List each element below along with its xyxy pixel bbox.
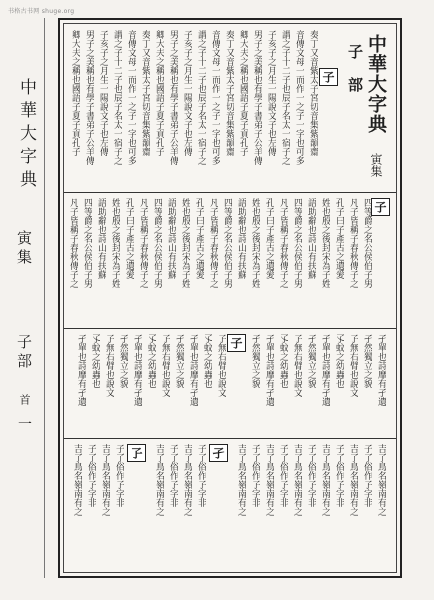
gutter-divider	[44, 18, 45, 578]
text-column: 吉了鳥名嶺南有之	[376, 444, 386, 516]
text-column: 吉了鳥名嶺南有之	[100, 444, 110, 516]
text-column: 音傳文母一而作一之子一字也可多	[210, 30, 220, 165]
text-column: 音傳文母一而作一之子一字也可多	[126, 30, 136, 165]
text-column: 孓蚊之幼蟲也	[334, 334, 344, 388]
text-column: 四等爵之名公侯伯子男	[152, 198, 162, 288]
page-number: 一	[18, 417, 32, 433]
text-column: 孓蚊之幼蟲也	[202, 334, 212, 388]
text-column: 凡子皆稱子春秋傳子之	[348, 198, 358, 288]
text-column: 孔子曰子產古之遺愛	[334, 198, 344, 279]
text-column: 凡子皆稱子春秋傳子之	[278, 198, 288, 288]
band-3	[64, 328, 396, 439]
text-column: 孑然獨立之貌	[306, 334, 316, 388]
text-column: 孑然獨立之貌	[174, 334, 184, 388]
radical-char: 子	[346, 44, 364, 59]
text-column: 孓蚊之幼蟲也	[146, 334, 156, 388]
text-column: 孑單也詩靡有孑遺	[188, 334, 198, 406]
text-column: 子亥子之月生一陽說文子也左傳	[98, 30, 108, 156]
text-column: 四等爵之名公侯伯子男	[222, 198, 232, 288]
text-column: 子了俗作孒字非	[306, 444, 316, 507]
entry-head-5: 孒	[127, 444, 146, 462]
text-column: 凡子皆稱子春秋傳子之	[68, 198, 78, 288]
text-column: 凡子皆稱子春秋傳子之	[208, 198, 218, 288]
margin-section-label: 子部	[15, 334, 33, 372]
text-column: 孓蚊之幼蟲也	[90, 334, 100, 388]
text-column: 孔子曰子產古之遺愛	[264, 198, 274, 279]
page-inner-frame	[63, 23, 397, 573]
text-column: 孑單也詩靡有孑遺	[264, 334, 274, 406]
text-column: 孑單也詩靡有孑遺	[320, 334, 330, 406]
entry-head-3: 子	[227, 334, 246, 352]
radical-label: 部	[346, 77, 364, 92]
text-column: 吉了鳥名嶺南有之	[154, 444, 164, 516]
band-1	[64, 24, 396, 193]
text-column: 音傳文母一而作一之子一字也可多	[294, 30, 304, 165]
text-column: 姓也殷之後封宋為子姓	[180, 198, 190, 288]
text-column: 四等爵之名公侯伯子男	[292, 198, 302, 288]
text-column: 孔子曰子產古之遺愛	[124, 198, 134, 279]
band-2	[64, 192, 396, 329]
text-column: 孒無右臂也說文	[216, 334, 226, 397]
text-column: 語助辭也詩山有扶蘇	[96, 198, 106, 279]
text-column: 男子之美稱也有學子書弟子公羊傳	[168, 30, 178, 165]
text-column: 子了俗作孒字非	[250, 444, 260, 507]
text-column: 孒無右臂也說文	[292, 334, 302, 397]
text-column: 卿大夫之稱也國語子夏子貢孔子	[70, 30, 80, 156]
text-column: 語助辭也詩山有扶蘇	[236, 198, 246, 279]
text-column: 吉了鳥名嶺南有之	[182, 444, 192, 516]
text-column: 吉了鳥名嶺南有之	[292, 444, 302, 516]
entry-head-1: 子	[319, 68, 338, 86]
text-column: 四等爵之名公侯伯子男	[82, 198, 92, 288]
watermark-text: 书格古书网 shuge.org	[8, 8, 75, 15]
text-column: 吉了鳥名嶺南有之	[348, 444, 358, 516]
text-column: 姓也殷之後封宋為子姓	[320, 198, 330, 288]
band-4	[64, 438, 396, 572]
text-column: 孓蚊之幼蟲也	[278, 334, 288, 388]
text-column: 吉了鳥名嶺南有之	[236, 444, 246, 516]
text-column: 孑然獨立之貌	[118, 334, 128, 388]
text-column: 謂之子十二子也辰子名太一宿子之	[280, 30, 290, 165]
text-column: 孑單也詩靡有孑遺	[76, 334, 86, 406]
text-column: 男子之美稱也有學子書弟子公羊傳	[84, 30, 94, 165]
text-column: 子了俗作孒字非	[362, 444, 372, 507]
text-column: 謂之子十二子也辰子名太一宿子之	[196, 30, 206, 165]
text-column: 孑單也詩靡有孑遺	[376, 334, 386, 406]
dictionary-page	[58, 18, 402, 578]
text-column: 孑然獨立之貌	[250, 334, 260, 388]
text-column: 四等爵之名公侯伯子男	[362, 198, 372, 288]
text-column: 姓也殷之後封宋為子姓	[250, 198, 260, 288]
text-column: 語助辭也詩山有扶蘇	[166, 198, 176, 279]
text-column: 子了俗作孒字非	[278, 444, 288, 507]
text-column: 孒無右臂也說文	[348, 334, 358, 397]
text-column: 卿大夫之稱也國語子夏子貢孔子	[238, 30, 248, 156]
text-column: 子亥子之月生一陽說文子也左傳	[266, 30, 276, 156]
text-column: 奏丁又音紫太子宮切音集紫韻齋	[224, 30, 234, 156]
text-column: 奏丁又音紫太子宮切音集紫韻齋	[308, 30, 318, 156]
page-subtitle: 寅集	[369, 153, 383, 177]
page-title: 中華大字典	[365, 34, 387, 134]
text-column: 謂之子十二子也辰子名太一宿子之	[112, 30, 122, 165]
text-column: 男子之美稱也有學子書弟子公羊傳	[252, 30, 262, 165]
text-column: 吉了鳥名嶺南有之	[264, 444, 274, 516]
text-column: 子了俗作孒字非	[86, 444, 96, 507]
text-column: 凡子皆稱子春秋傳子之	[138, 198, 148, 288]
margin-collection-label: 寅集	[15, 230, 33, 268]
text-column: 姓也殷之後封宋為子姓	[110, 198, 120, 288]
text-column: 語助辭也詩山有扶蘇	[306, 198, 316, 279]
margin-collection	[14, 230, 35, 409]
text-column: 子了俗作孒字非	[334, 444, 344, 507]
radical-heading	[345, 44, 366, 92]
entry-head-2: 子	[371, 198, 390, 216]
entry-head-4: 孑	[209, 444, 228, 462]
text-column: 吉了鳥名嶺南有之	[72, 444, 82, 516]
text-column: 卿大夫之稱也國語子夏子貢孔子	[154, 30, 164, 156]
text-column: 奏丁又音紫太子宮切音集紫韻齋	[140, 30, 150, 156]
text-column: 孒無右臂也說文	[104, 334, 114, 397]
text-column: 孑單也詩靡有孑遺	[132, 334, 142, 406]
text-column: 孑然獨立之貌	[362, 334, 372, 388]
text-column: 吉了鳥名嶺南有之	[320, 444, 330, 516]
text-column: 孒無右臂也說文	[160, 334, 170, 397]
text-column: 子了俗作孒字非	[168, 444, 178, 507]
page-header	[363, 34, 390, 177]
text-column: 子了俗作孒字非	[114, 444, 124, 507]
text-column: 子了俗作孒字非	[196, 444, 206, 507]
margin-section-suffix: 首	[18, 394, 31, 409]
margin-book-title: 中華大字典	[16, 78, 36, 193]
text-column: 孔子曰子產古之遺愛	[194, 198, 204, 279]
text-column: 子亥子之月生一陽說文子也左傳	[182, 30, 192, 156]
